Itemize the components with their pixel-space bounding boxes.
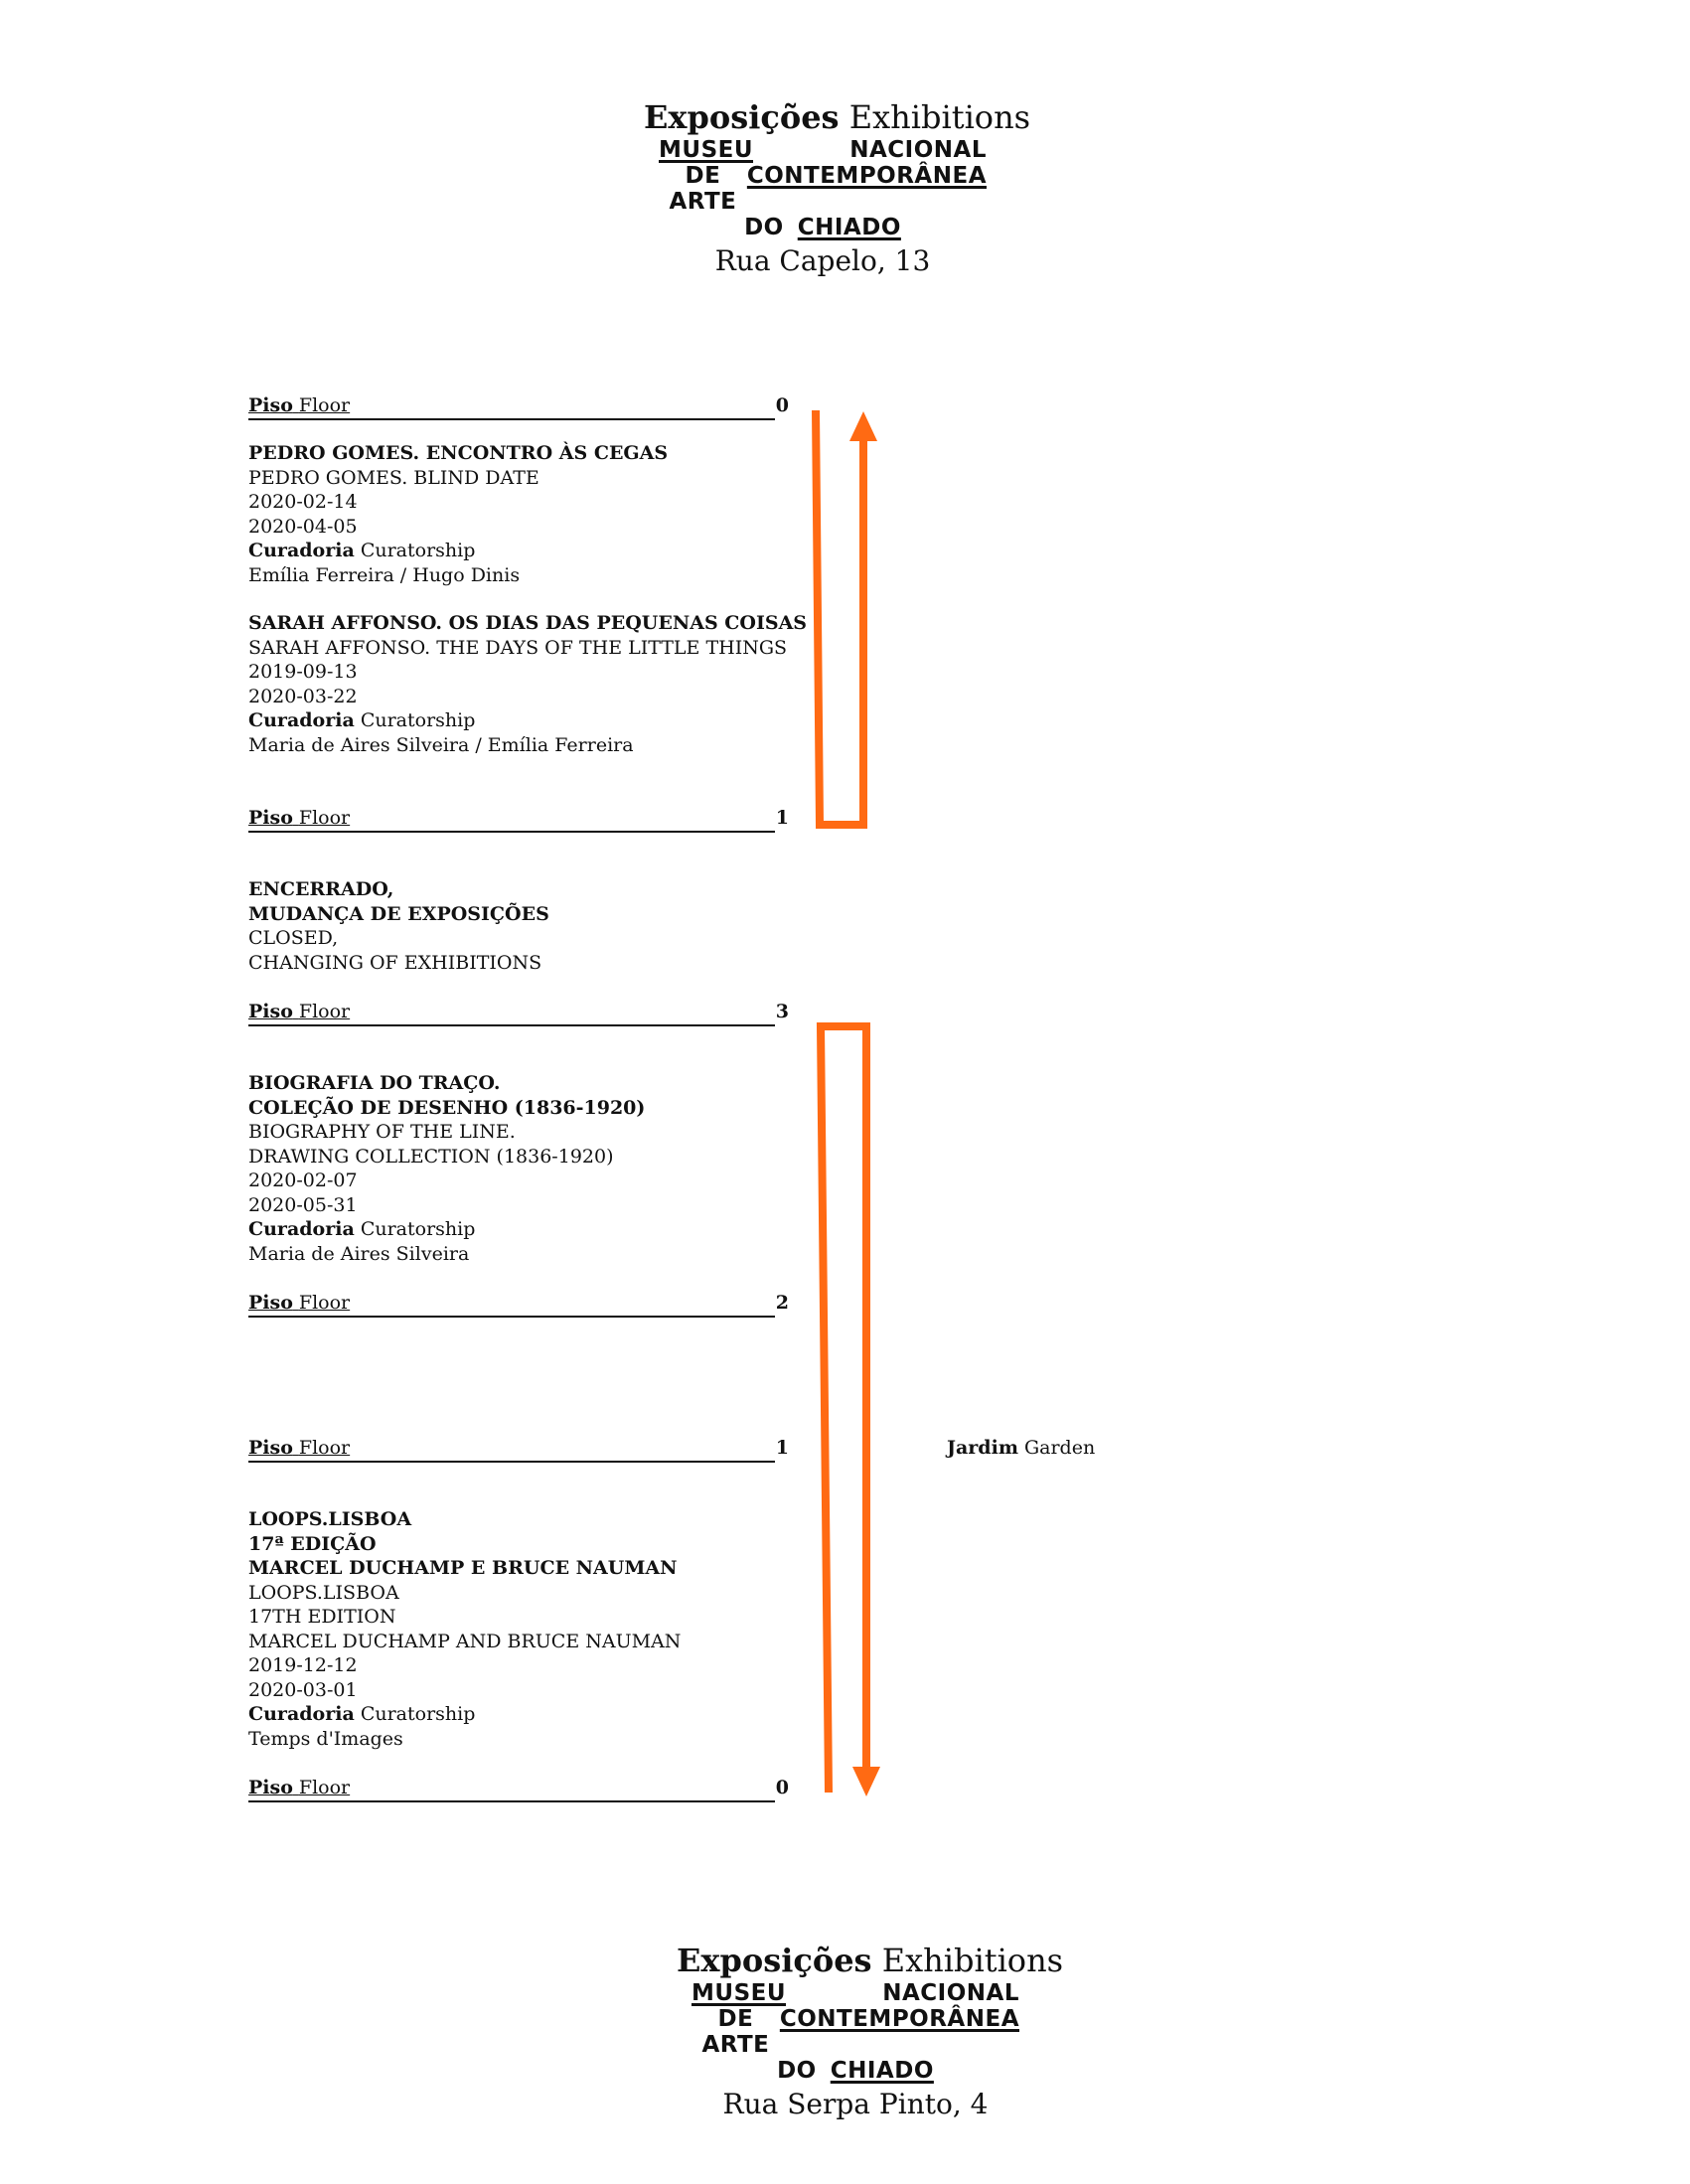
curators: Temps d'Images [248,1727,403,1750]
header-title: Exposições Exhibitions [644,98,1031,136]
footer [677,1941,1064,2121]
route-arrow-lower [821,1026,866,1793]
header-address: Rua Capelo, 13 [714,244,931,277]
end-date: 2020-03-01 [248,1678,358,1701]
curators: Maria de Aires Silveira [248,1242,470,1265]
curators: Maria de Aires Silveira / Emília Ferreira [248,733,634,756]
closed-notice: ENCERRADO, MUDANÇA DE EXPOSIÇÕES CLOSED, CHANGING OF EXHIBITIONS [248,878,549,974]
end-date: 2020-04-05 [248,515,358,538]
start-date: 2020-02-07 [248,1170,358,1191]
exhibition-biografia-do-traco: BIOGRAFIA DO TRAÇO. COLEÇÃO DE DESENHO (1836-1920) BIOGRAPHY OF THE LINE. DRAWING COLLECTION (1836-1920) 2020-02-07 2020-05-31 Curadoria Curatorship Maria de Aires Silveira [248,1071,805,1266]
floor-number: 1 [775,1437,789,1459]
exhibition-sarah-affonso: SARAH AFFONSO. OS DIAS DAS PEQUENAS COISAS SARAH AFFONSO. THE DAYS OF THE LITTLE THINGS 2019-09-13 2020-03-22 Curadoria Curatorship Maria de Aires Silveira / Emília Ferreira [248,612,808,756]
start-date: 2019-09-13 [248,661,358,683]
museum-logo: MUSEU NACIONAL DE ARTE CONTEMPORÂNEA DO CHIADO [659,137,987,240]
arrow-down-head [852,1767,880,1796]
floor-number: 3 [775,1001,789,1022]
floor-number: 1 [775,807,789,829]
floor-number: 0 [775,1777,789,1798]
floor-divider-1: Piso Floor 1 [248,805,775,833]
end-date: 2020-05-31 [248,1193,358,1216]
garden-label: Jardim Garden [947,1437,1096,1459]
curators: Emília Ferreira / Hugo Dinis [248,563,521,586]
footer-title: Exposições Exhibitions [677,1942,1064,1979]
route-arrow-upper [816,410,863,825]
floor-divider-2: Piso Floor 2 [248,1290,775,1318]
floor-divider-1-lower: Piso Floor 1 [248,1435,775,1463]
exhibition-loops-lisboa: LOOPS.LISBOA 17ª EDIÇÃO MARCEL DUCHAMP E BRUCE NAUMAN LOOPS.LISBOA 17TH EDITION MARCEL DUCHAMP AND BRUCE NAUMAN 2019-12-12 2020-03-01 Curadoria Curatorship Temps d'Images [248,1507,805,1751]
start-date: 2020-02-14 [248,491,358,513]
exhibition-pedro-gomes: PEDRO GOMES. ENCONTRO ÀS CEGAS PEDRO GOMES. BLIND DATE 2020-02-14 2020-04-05 Curadoria Curatorship Emília Ferreira / Hugo Dinis [248,441,805,587]
floor-number: 0 [775,394,789,416]
arrow-up-head [849,411,877,441]
floor-divider-0-lower: Piso Floor 0 [248,1775,775,1802]
museum-logo-footer: MUSEU NACIONAL DE ARTE CONTEMPORÂNEA DO CHIADO [691,1980,1019,2084]
end-date: 2020-03-22 [248,685,358,707]
floor-number: 2 [775,1292,789,1314]
footer-address: Rua Serpa Pinto, 4 [722,2088,989,2120]
start-date: 2019-12-12 [248,1654,358,1676]
floor-divider-3: Piso Floor 3 [248,999,775,1026]
floor-divider-0: Piso Floor 0 [248,392,775,420]
